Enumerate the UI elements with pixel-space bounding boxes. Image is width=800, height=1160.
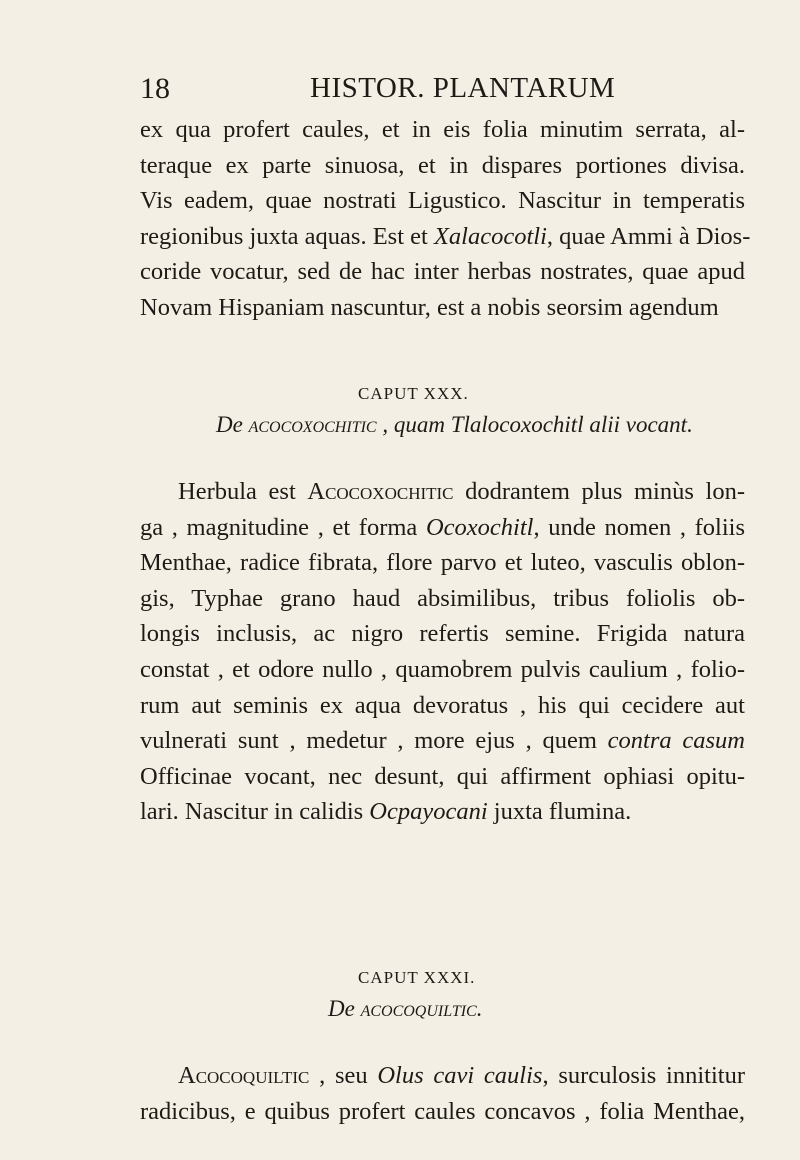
title-segment: De bbox=[328, 996, 361, 1021]
text-segment: regionibus juxta aquas. Est et bbox=[140, 222, 434, 250]
text-line: Novam Hispaniam nascuntur, est a nobis seorsim agendum bbox=[140, 293, 719, 321]
title-segment: De bbox=[216, 412, 249, 437]
running-head: HISTOR. PLANTARUM bbox=[310, 72, 616, 104]
text-segment: , quae Ammi à Dios- bbox=[546, 222, 751, 250]
plant-name: Acocoxochitic bbox=[307, 478, 454, 505]
text-line: Menthae, radice fibrata, flore parvo et luteo, vasculis oblon- bbox=[140, 549, 745, 577]
text-line: gis, Typhae grano haud absimilibus, tribus foliolis ob- bbox=[140, 584, 745, 612]
text-line bbox=[140, 794, 745, 830]
text-line: constat , et odore nullo , quamobrem pulvis caulium , folio- bbox=[140, 655, 745, 683]
text-line: rum aut seminis ex aqua devoratus , his qui cecidere aut bbox=[140, 691, 745, 719]
text-line: radicibus, e quibus profert caules concavos , folia Menthae, bbox=[140, 1097, 745, 1125]
chapter-heading: CAPUT XXX. bbox=[358, 384, 469, 403]
paragraph-acocoxochitic bbox=[140, 474, 745, 830]
plant-name: Acocoquiltic bbox=[178, 1062, 310, 1089]
text-line bbox=[140, 723, 745, 759]
text-segment: vulnerati sunt , medetur , more ejus , quem bbox=[140, 727, 608, 755]
text-line bbox=[140, 510, 745, 546]
chapter-title bbox=[216, 412, 693, 438]
text-line: ex qua profert caules, et in eis folia minutim serrata, al- bbox=[140, 116, 745, 143]
plant-name: Tlalocoxochitl bbox=[450, 412, 584, 437]
paragraph-acocoquiltic bbox=[140, 1058, 745, 1129]
title-segment: , quam bbox=[376, 412, 451, 437]
plant-name: Xalacocotli bbox=[433, 222, 547, 250]
text-segment: Herbula est bbox=[178, 478, 308, 505]
text-segment: , surculosis innititur bbox=[542, 1062, 745, 1089]
chapter-title bbox=[328, 996, 482, 1022]
text-line: Officinae vocant, nec desunt, qui affirment ophiasi opitu- bbox=[140, 762, 745, 790]
paragraph-continuation bbox=[140, 112, 751, 326]
text-segment: lari. Nascitur in calidis bbox=[140, 798, 370, 826]
text-line: Vis eadem, quae nostrati Ligustico. Nascitur in temperatis bbox=[140, 187, 745, 215]
plant-name: Olus cavi caulis bbox=[377, 1062, 543, 1089]
text-segment: dodrantem plus minùs lon- bbox=[453, 478, 745, 505]
text-line bbox=[140, 1058, 745, 1094]
plant-name: acocoxochitic bbox=[248, 412, 377, 437]
text-segment: juxta flumina. bbox=[487, 798, 632, 826]
text-segment: , seu bbox=[309, 1062, 378, 1089]
text-line: coride vocatur, sed de hac inter herbas nostrates, quae apud bbox=[140, 258, 745, 286]
place-name: Ocpayocani bbox=[369, 798, 488, 826]
chapter-heading: CAPUT XXXI. bbox=[358, 968, 476, 987]
emphasis: contra casum bbox=[607, 727, 745, 755]
page-number: 18 bbox=[140, 72, 170, 105]
title-segment: alii vocant. bbox=[583, 412, 693, 437]
plant-name: Ocoxochitl bbox=[425, 513, 534, 541]
text-line bbox=[140, 219, 751, 255]
text-line: longis inclusis, ac nigro refertis semine. Frigida natura bbox=[140, 620, 745, 648]
text-segment: , unde nomen , foliis bbox=[533, 513, 746, 541]
text-segment: ga , magnitudine , et forma bbox=[140, 513, 426, 541]
text-line: teraque ex parte sinuosa, et in dispares portiones divisa. bbox=[140, 151, 745, 179]
plant-name: acocoquiltic. bbox=[360, 996, 483, 1021]
page-header bbox=[140, 72, 740, 108]
text-line bbox=[140, 474, 745, 510]
